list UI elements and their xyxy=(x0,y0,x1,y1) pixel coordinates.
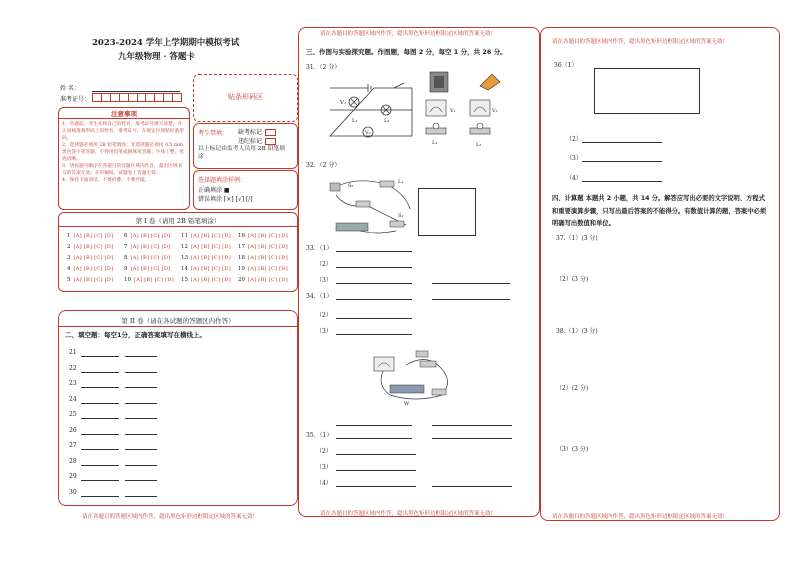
bubble-grid xyxy=(67,233,295,289)
part1-box xyxy=(58,212,298,292)
q34-answer-line[interactable] xyxy=(432,299,510,300)
fill-answer-line[interactable] xyxy=(125,387,157,388)
question-number: 18 xyxy=(238,255,245,261)
question-number: 16 xyxy=(238,233,245,239)
q35-sub4: （4） xyxy=(316,480,332,487)
bubble-row[interactable] xyxy=(181,255,231,261)
bubble-row[interactable] xyxy=(67,266,114,272)
bubble-row[interactable] xyxy=(238,266,288,272)
q34-label: 34．（1） xyxy=(306,293,333,300)
answer-bubbles[interactable]: [A] [B] [C] [D] xyxy=(73,277,114,283)
fill-number: 27 xyxy=(69,442,77,449)
notice-item: 2．选择题必须用 2B 铅笔填涂；非选择题必须用 0.5 mm 黑色签字笔答题，不得用铅笔或圆珠笔答题；字体工整、笔迹清晰。 xyxy=(62,143,184,162)
q31-circuit-diagram xyxy=(324,80,416,144)
q36-sub4: （4） xyxy=(566,175,582,182)
name-label: 姓 名： xyxy=(60,85,80,92)
answer-bubbles[interactable]: [A] [B] [C] [D] xyxy=(191,255,231,261)
fill-number: 25 xyxy=(69,411,77,418)
w-label: W xyxy=(404,401,410,407)
q36-sub2: （2） xyxy=(566,136,582,143)
fill-number: 29 xyxy=(69,473,77,480)
fill-answer-line[interactable] xyxy=(125,480,157,481)
bubble-row[interactable] xyxy=(124,244,171,250)
q33-sub3: （3） xyxy=(316,277,332,284)
q37-sub2: （2）(3 分) xyxy=(556,276,589,283)
q36-answer-line[interactable] xyxy=(582,161,662,162)
q33-answer-line[interactable] xyxy=(336,251,412,252)
bubble-row[interactable] xyxy=(124,277,174,283)
answer-bubbles[interactable]: [A] [B] [C] [D] xyxy=(248,277,288,283)
svg-text:L₁: L₁ xyxy=(398,179,404,185)
answer-bubbles[interactable]: [A] [B] [C] [D] xyxy=(248,266,288,272)
fill-answer-line[interactable] xyxy=(125,434,157,435)
fill-section-title: 二、填空题：每空1分，正确答案填写在横线上。 xyxy=(65,331,207,339)
q34-sub3: （3） xyxy=(316,328,332,335)
question-number: 3 xyxy=(67,255,71,261)
notice-box xyxy=(58,107,190,210)
svg-text:V₁: V₁ xyxy=(450,108,456,114)
fill-answer-line[interactable] xyxy=(125,496,157,497)
bubble-row[interactable] xyxy=(124,266,171,272)
answer-bubbles[interactable]: [A] [B] [C] [D] xyxy=(73,233,114,239)
question-number: 8 xyxy=(124,255,128,261)
answer-bubbles[interactable]: [A] [B] [C] [D] xyxy=(130,266,171,272)
fill-answer-line[interactable] xyxy=(81,449,119,450)
q35-answer-line[interactable] xyxy=(336,454,416,455)
question-number: 11 xyxy=(181,233,188,239)
fill-answer-line[interactable] xyxy=(125,403,157,404)
svg-text:L₁: L₁ xyxy=(432,140,438,146)
notice-item: 4．保持卡面清洁，不要折叠、不要弄破。 xyxy=(62,178,150,183)
q34-answer-line[interactable] xyxy=(336,334,412,335)
q36-drawing-box[interactable] xyxy=(594,68,700,114)
fill-number: 28 xyxy=(69,457,77,465)
bubble-row[interactable] xyxy=(181,266,231,272)
answer-bubbles[interactable]: [A] [B] [C] [D] xyxy=(248,255,288,261)
bubble-row[interactable] xyxy=(124,233,171,239)
svg-text:L₂: L₂ xyxy=(476,142,482,148)
fill-number: 26 xyxy=(69,426,77,434)
bubble-row[interactable] xyxy=(238,233,288,239)
question-number: 2 xyxy=(67,244,71,250)
fill-answer-line[interactable] xyxy=(81,356,119,357)
warning-text: 请在各题目的答题区域内作答，超出黑色矩形边框限定区域的答案无效！ xyxy=(552,514,729,520)
v1-label: V₁ xyxy=(340,100,347,106)
fill-sample-title: 选择题填涂样例： xyxy=(198,177,247,184)
id-field[interactable] xyxy=(92,93,182,101)
q34-answer-line[interactable] xyxy=(336,425,412,426)
q36-sub3: （3） xyxy=(566,155,582,162)
question-number: 15 xyxy=(181,277,188,283)
q34-sub2: （2） xyxy=(316,312,332,319)
exam-title: 2023-2024 学年上学期期中模拟考试 xyxy=(92,38,240,48)
q35-answer-line[interactable] xyxy=(336,438,412,439)
notice-item: 1．答题前，考生先将自己的姓名、准考证号填写清楚，并认真核准条形码上的姓名、准考证号，在规定位置贴好条形码。 xyxy=(62,122,184,141)
bubble-row[interactable] xyxy=(124,255,171,261)
warning-text: 请在各题目的答题区域内作答，超出黑色矩形边框限定区域的答案无效！ xyxy=(320,31,497,37)
q33-answer-line[interactable] xyxy=(336,267,412,268)
q34-answer-line[interactable] xyxy=(432,425,512,426)
fill-answer-line[interactable] xyxy=(125,465,157,466)
q33-answer-line[interactable] xyxy=(432,283,510,284)
q33-label: 33．（1） xyxy=(306,245,333,252)
fill-answer-line[interactable] xyxy=(81,496,119,497)
bubble-row[interactable] xyxy=(181,244,231,250)
q31-meter-icons xyxy=(420,70,506,152)
question-number: 1 xyxy=(67,233,71,239)
status-note: 以上标记由监考人员用 2B 铅笔填涂 xyxy=(198,146,285,160)
q34-answer-line[interactable] xyxy=(336,299,412,300)
answer-bubbles[interactable]: [A] [B] [C] [D] xyxy=(191,277,231,283)
answer-bubbles[interactable]: [A] [B] [C] [D] xyxy=(191,244,231,250)
bubble-row[interactable] xyxy=(238,277,288,283)
q35-label: 35．（1） xyxy=(306,432,333,439)
fill-answer-line[interactable] xyxy=(81,480,119,481)
bubble-row[interactable] xyxy=(67,244,114,250)
question-number: 6 xyxy=(124,233,128,239)
q35-answer-line[interactable] xyxy=(432,486,512,487)
fill-wrong: 错误填涂 [×] [√] [/] xyxy=(198,196,253,203)
fill-answer-line[interactable] xyxy=(81,387,119,388)
q36-label: 36（1） xyxy=(554,62,578,69)
q34-experiment-diagram xyxy=(366,345,458,407)
q35-sub2: （2） xyxy=(316,448,332,455)
answer-bubbles[interactable]: [A] [B] [C] [D] xyxy=(130,233,171,239)
bubble-row[interactable] xyxy=(181,233,231,239)
question-number: 10 xyxy=(124,277,131,283)
section3-title: 三、作图与实验探究题。作图题，每图 2 分，每空 1 分，共 26 分。 xyxy=(306,48,507,56)
answer-bubbles[interactable]: [A] [B] [C] [D] xyxy=(248,233,288,239)
q33-answer-line[interactable] xyxy=(336,283,412,284)
question-number: 19 xyxy=(238,266,245,272)
q31-label: 31．（2 分） xyxy=(306,64,341,71)
fill-number: 23 xyxy=(69,380,77,387)
fill-correct: 正确填涂 ■ xyxy=(198,187,230,194)
warning-text: 请在各题目的答题区域内作答，超出黑色矩形边框限定区域的答案无效！ xyxy=(320,511,497,517)
fill-answer-line[interactable] xyxy=(125,418,157,419)
section4-title: 四、计算题 本题共 2 小题，共 14 分。解答应写出必要的文字说明、方程式和重要演算步骤，只写出最后答案的不能得分。有数值计算的题，答案中必须明确写出数值和单位。 xyxy=(552,195,767,227)
exam-subtitle: 九年级物理 · 答题卡 xyxy=(118,52,195,62)
id-label: 准考证号： xyxy=(60,96,91,103)
barcode-label: 贴条形码区 xyxy=(228,93,263,101)
question-number: 5 xyxy=(67,277,71,283)
notice-item: 3．请按题号顺序在各题目的答题区域内作答，超出区域书写的答案无效；在草稿纸、试题卷上答题无效。 xyxy=(62,164,183,176)
barcode-area xyxy=(193,74,298,122)
part1-title: 第 I 卷（请用 2B 铅笔填涂） xyxy=(135,217,221,225)
q33-sub2: （2） xyxy=(316,261,332,268)
warning-text: 请在各题目的答题区域内作答，超出黑色矩形边框限定区域的答案无效！ xyxy=(552,39,729,45)
bubble-row[interactable] xyxy=(181,277,231,283)
fill-answer-line[interactable] xyxy=(81,465,119,466)
violation-label: 违纪标记 xyxy=(238,138,263,145)
fill-answer-line[interactable] xyxy=(81,418,119,419)
q37-label: 37.（1）(3 分) xyxy=(556,235,598,242)
svg-text:S₂: S₂ xyxy=(348,183,354,189)
fill-number: 21 xyxy=(69,349,77,356)
status-label: 考生禁填： xyxy=(198,130,229,137)
answer-bubbles[interactable]: [A] [B] [C] [D] xyxy=(134,277,174,283)
question-number: 20 xyxy=(238,277,245,283)
answer-bubbles[interactable]: [A] [B] [C] [D] xyxy=(130,244,171,250)
q36-answer-line[interactable] xyxy=(582,181,662,182)
q34-answer-line[interactable] xyxy=(336,318,412,319)
fill-answer-line[interactable] xyxy=(125,356,157,357)
part2-box xyxy=(58,310,298,506)
question-number: 14 xyxy=(181,266,188,272)
q32-label: 32．（2 分） xyxy=(306,162,341,169)
question-number: 4 xyxy=(67,266,71,272)
q35-answer-line[interactable] xyxy=(432,438,512,439)
warning-text: 请在各题目的答题区域内作答，超出黑色矩形边框限定区域的答案无效！ xyxy=(82,514,259,520)
notice-title: 注意事项 xyxy=(111,110,137,118)
q35-answer-line[interactable] xyxy=(336,486,416,487)
missing-label: 缺考标记 xyxy=(238,129,263,136)
fill-number: 30 xyxy=(69,488,77,496)
answer-bubbles[interactable]: [A] [B] [C] [D] xyxy=(191,233,231,239)
question-number: 9 xyxy=(124,266,128,272)
q38-label: 38.（1）(3 分) xyxy=(556,328,598,335)
q32-circuit-diagram xyxy=(326,175,416,239)
q36-answer-line[interactable] xyxy=(582,142,662,143)
missing-checkbox[interactable] xyxy=(265,129,276,136)
violation-checkbox[interactable] xyxy=(265,138,276,145)
fill-answer-line[interactable] xyxy=(125,449,157,450)
answer-bubbles[interactable]: [A] [B] [C] [D] xyxy=(130,255,171,261)
fill-answer-line[interactable] xyxy=(81,372,119,373)
bubble-row[interactable] xyxy=(238,244,288,250)
fill-answer-line[interactable] xyxy=(125,372,157,373)
question-number: 17 xyxy=(238,244,245,250)
question-number: 12 xyxy=(181,244,188,250)
fill-number: 24 xyxy=(69,395,77,403)
fill-answer-line[interactable] xyxy=(81,434,119,435)
answer-bubbles[interactable]: [A] [B] [C] [D] xyxy=(73,266,114,272)
q35-answer-line[interactable] xyxy=(336,470,416,471)
answer-bubbles[interactable]: [A] [B] [C] [D] xyxy=(248,244,288,250)
name-field[interactable] xyxy=(92,91,180,92)
status-box xyxy=(193,123,298,169)
question-number: 13 xyxy=(181,255,188,261)
l1-label: L₁ xyxy=(352,118,358,124)
svg-text:S₁: S₁ xyxy=(398,213,404,219)
bubble-row[interactable] xyxy=(238,255,288,261)
answer-bubbles[interactable]: [A] [B] [C] [D] xyxy=(73,244,114,250)
l2-label: L₂ xyxy=(384,118,390,124)
part2-title: 第 II 卷（请在各试题的答题区内作答） xyxy=(121,317,235,325)
q38-sub2: （2）(2 分) xyxy=(556,385,589,392)
bubble-row[interactable] xyxy=(67,277,114,283)
bubble-row[interactable] xyxy=(67,255,114,261)
question-number: 7 xyxy=(124,244,128,250)
fill-answer-line[interactable] xyxy=(81,403,119,404)
q32-drawing-box[interactable] xyxy=(418,188,476,236)
svg-text:V₂: V₂ xyxy=(492,108,498,114)
v2-label: V₂ xyxy=(365,130,371,136)
bubble-row[interactable] xyxy=(67,233,114,239)
fill-sample-box xyxy=(193,170,298,210)
answer-bubbles[interactable]: [A] [B] [C] [D] xyxy=(191,266,231,272)
fill-number: 22 xyxy=(69,364,77,372)
answer-bubbles[interactable]: [A] [B] [C] [D] xyxy=(73,255,114,261)
q35-sub3: （3） xyxy=(316,464,332,471)
q38-sub3: （3）(3 分) xyxy=(556,446,589,453)
